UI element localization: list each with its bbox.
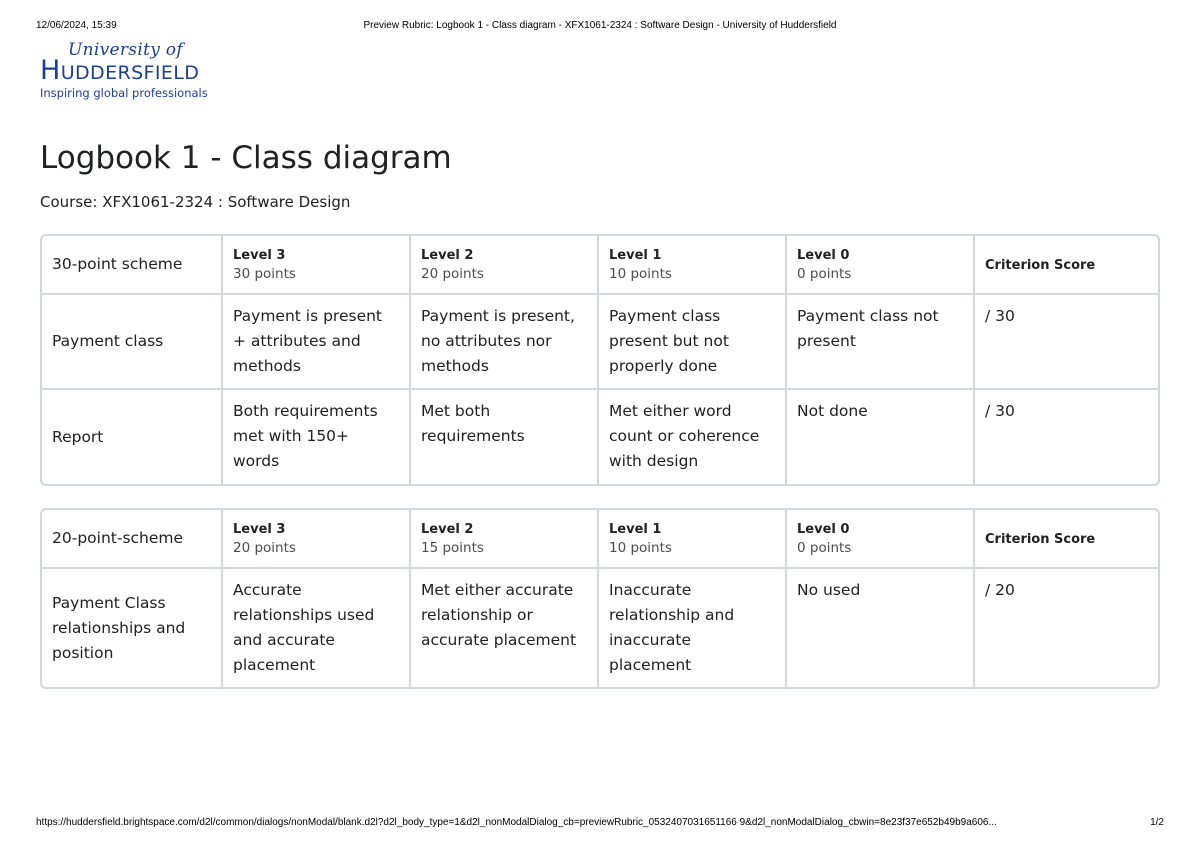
level-description: Met both requirements — [410, 389, 598, 484]
level-header — [598, 510, 786, 568]
level-description: Inaccurate relationship and inaccurate placement — [598, 568, 786, 687]
level-header — [222, 510, 410, 568]
rubric-header-row — [42, 236, 1158, 294]
level-description: Payment is present + attributes and methods — [222, 294, 410, 389]
level-points: 10 points — [609, 539, 672, 556]
level-header — [410, 236, 598, 294]
criterion-score-header: Criterion Score — [974, 236, 1158, 294]
criterion-score: / 20 — [985, 581, 1015, 599]
page-url: https://huddersfield.brightspace.com/d2l/common/dialogs/nonModal/blank.d2l?d2l_body_type=1&d2l_nonModalDialog_cb=previewRubric_0532407031651166 9&d2l_nonModalDialog_cbwin=8e23f37e652b49b9a606... — [36, 817, 997, 828]
level-points: 20 points — [421, 265, 484, 282]
level-description: Payment class present but not properly done — [598, 294, 786, 389]
rubric-header-row — [42, 510, 1158, 568]
level-name: Level 1 — [609, 521, 662, 537]
logo-line-2: Huddersfield — [40, 55, 200, 86]
print-footer — [36, 817, 1164, 831]
level-header — [410, 510, 598, 568]
level-header — [786, 236, 974, 294]
level-points: 20 points — [233, 539, 296, 556]
level-header — [222, 236, 410, 294]
scheme-label: 20-point-scheme — [42, 510, 222, 568]
course-label: Course: XFX1061-2324 : Software Design — [40, 193, 351, 211]
level-description: Accurate relationships used and accurate placement — [222, 568, 410, 687]
level-name: Level 0 — [797, 521, 850, 537]
level-description: Payment class not present — [786, 294, 974, 389]
criterion-score: / 30 — [974, 294, 1158, 389]
print-header — [36, 20, 1164, 34]
level-name: Level 3 — [233, 521, 286, 537]
criterion-row — [42, 389, 1158, 484]
level-name: Level 2 — [421, 247, 474, 263]
criterion-name: Payment class — [42, 294, 222, 389]
level-name: Level 1 — [609, 247, 662, 263]
level-points: 0 points — [797, 539, 852, 556]
criterion-score: / 30 — [985, 402, 1015, 420]
scheme-label: 30-point scheme — [42, 236, 222, 294]
level-description: No used — [786, 568, 974, 687]
level-description: Payment is present, no attributes nor methods — [410, 294, 598, 389]
criterion-name: Report — [42, 389, 222, 484]
level-points: 30 points — [233, 265, 296, 282]
print-date: 12/06/2024, 15:39 — [36, 20, 117, 31]
print-title: Preview Rubric: Logbook 1 - Class diagram - XFX1061-2324 : Software Design - University of Huddersfield — [363, 20, 837, 31]
level-points: 15 points — [421, 539, 484, 556]
criterion-row — [42, 568, 1158, 687]
university-logo — [40, 40, 240, 104]
logo-line-1: University of — [68, 40, 183, 60]
level-header — [598, 236, 786, 294]
page-title: Logbook 1 - Class diagram — [40, 140, 452, 176]
level-name: Level 0 — [797, 247, 850, 263]
logo-tagline: Inspiring global professionals — [40, 86, 208, 100]
criterion-name: Payment Class relationships and position — [42, 568, 222, 687]
level-description: Met either accurate relationship or accurate placement — [410, 568, 598, 687]
level-description: Met either word count or coherence with design — [598, 389, 786, 484]
page-number: 1/2 — [1150, 817, 1164, 828]
level-points: 0 points — [797, 265, 852, 282]
level-name: Level 3 — [233, 247, 286, 263]
level-header — [786, 510, 974, 568]
level-description: Both requirements met with 150+ words — [222, 389, 410, 484]
level-name: Level 2 — [421, 521, 474, 537]
level-points: 10 points — [609, 265, 672, 282]
criterion-score-header: Criterion Score — [974, 510, 1158, 568]
level-description: Not done — [786, 389, 974, 484]
rubric-table-2 — [40, 508, 1160, 689]
rubric-table-1 — [40, 234, 1160, 486]
criterion-row — [42, 294, 1158, 389]
